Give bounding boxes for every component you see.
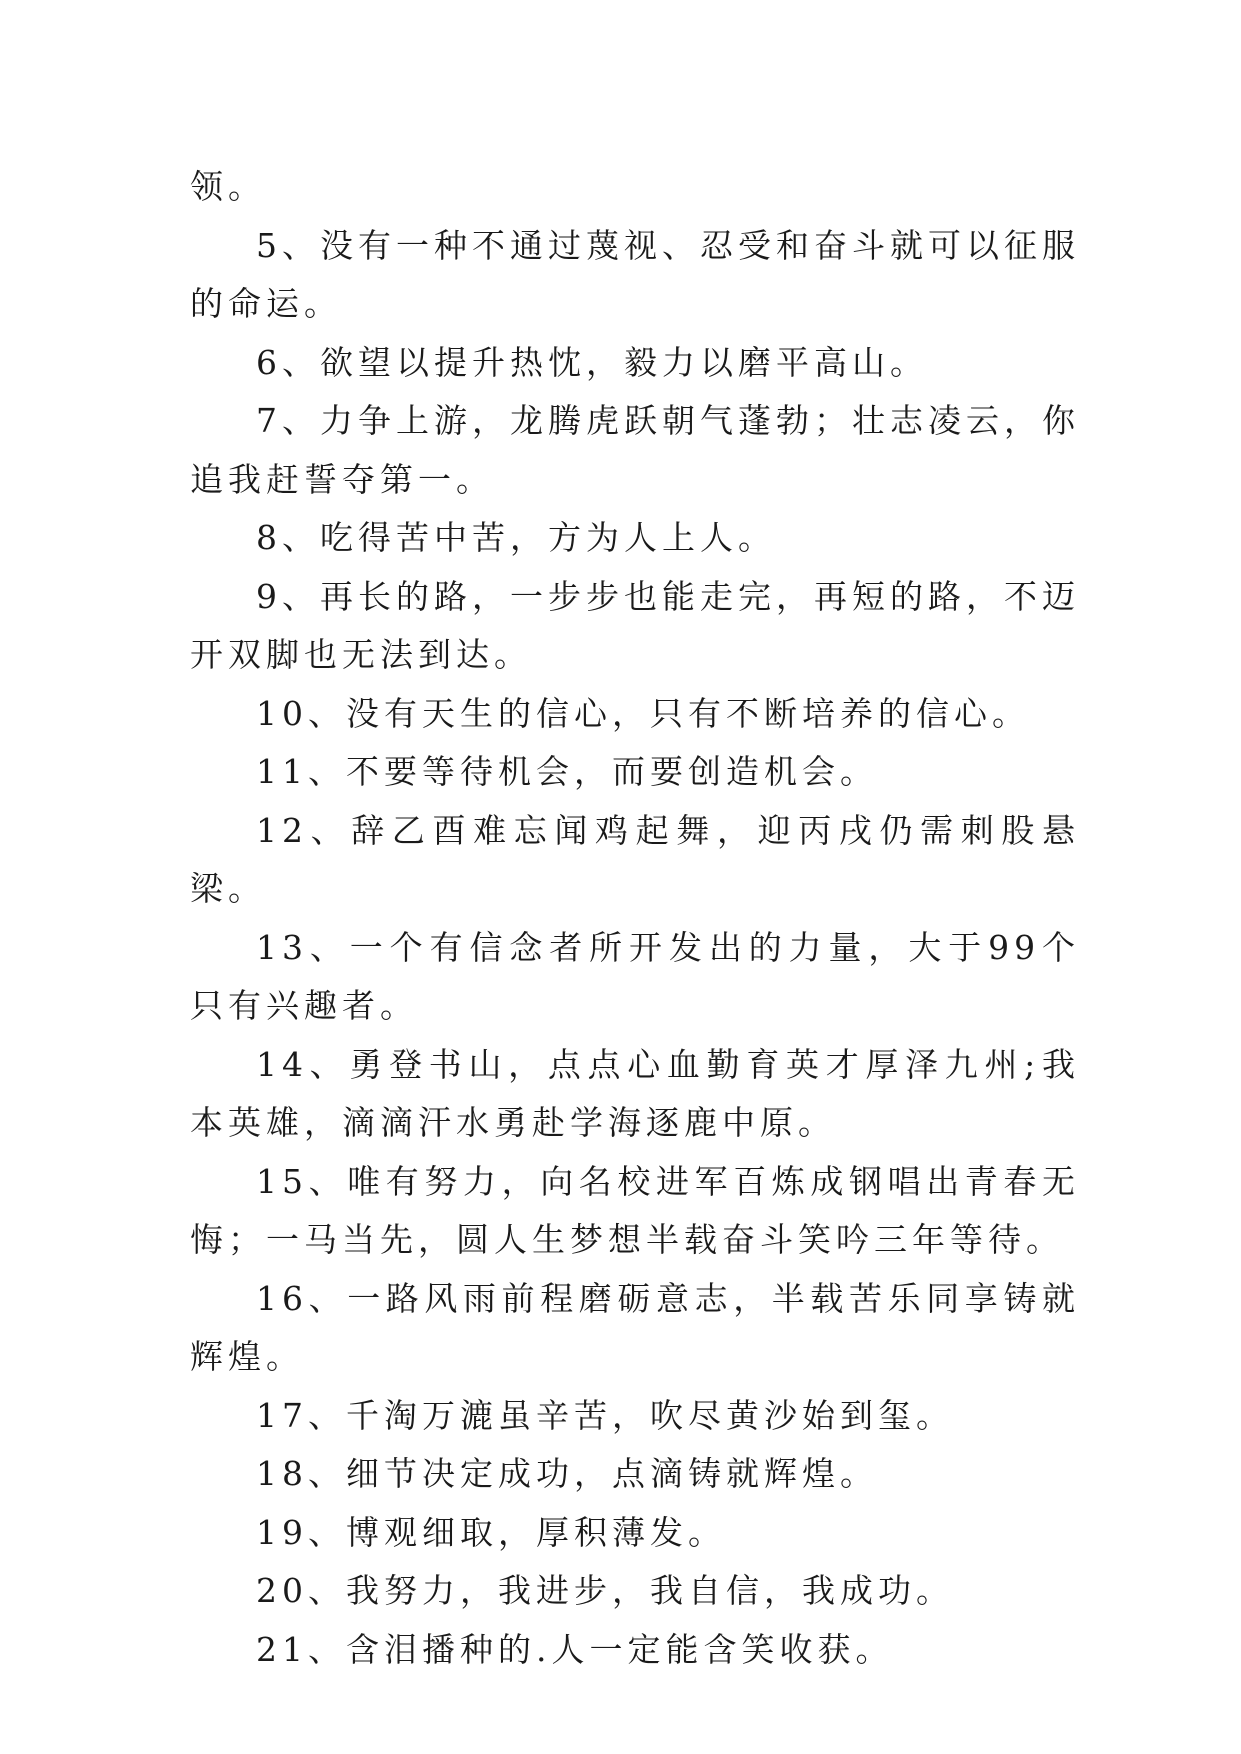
paragraph-item-18: 18、细节决定成功，点滴铸就辉煌。 (256, 1454, 878, 1493)
paragraph-item-12: 12、辞乙酉难忘闻鸡起舞，迎丙戌仍需刺股悬梁。 (190, 810, 1080, 908)
paragraph-item-20: 20、我努力，我进步，我自信，我成功。 (256, 1571, 954, 1610)
paragraph-continuation: 领。 (190, 167, 266, 206)
paragraph-item-5: 5、没有一种不通过蔑视、忍受和奋斗就可以征服的命运。 (190, 225, 1080, 323)
paragraph-item-16: 16、一路风雨前程磨砺意志，半载苦乐同享铸就辉煌。 (190, 1278, 1080, 1376)
paragraph-item-21: 21、含泪播种的.人一定能含笑收获。 (256, 1629, 894, 1669)
paragraph-item-17: 17、千淘万漉虽辛苦，吹尽黄沙始到玺。 (256, 1395, 954, 1435)
paragraph-item-7: 7、力争上游，龙腾虎跃朝气蓬勃；壮志凌云，你追我赶誓夺第一。 (190, 401, 1080, 499)
paragraph-item-6: 6、欲望以提升热忱，毅力以磨平高山。 (256, 342, 928, 382)
paragraph-item-10: 10、没有天生的信心，只有不断培养的信心。 (256, 693, 1030, 733)
paragraph-item-11: 11、不要等待机会，而要创造机会。 (256, 752, 878, 791)
paragraph-item-14: 14、勇登书山，点点心血勤育英才厚泽九州;我本英雄，滴滴汗水勇赴学海逐鹿中原。 (190, 1044, 1080, 1142)
document-body (190, 158, 1080, 1679)
paragraph-item-8: 8、吃得苦中苦，方为人上人。 (256, 518, 776, 557)
paragraph-item-13: 13、一个有信念者所开发出的力量，大于99个只有兴趣者。 (190, 927, 1080, 1025)
paragraph-item-19: 19、博观细取，厚积薄发。 (256, 1512, 726, 1552)
paragraph-item-15: 15、唯有努力，向名校进军百炼成钢唱出青春无悔；一马当先，圆人生梦想半载奋斗笑吟三年等待。 (190, 1161, 1080, 1259)
paragraph-item-9: 9、再长的路，一步步也能走完，再短的路，不迈开双脚也无法到达。 (190, 576, 1080, 674)
